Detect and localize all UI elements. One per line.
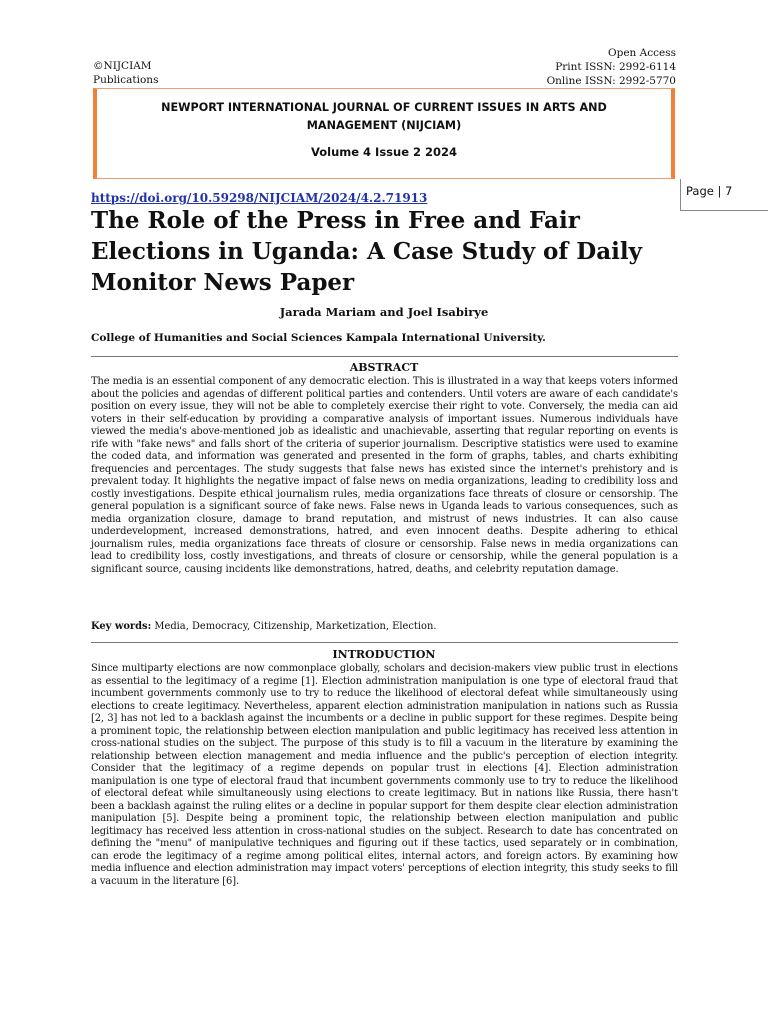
issn-block xyxy=(547,46,676,88)
doi-link[interactable]: https://doi.org/10.59298/NIJCIAM/2024/4.2.71913 xyxy=(91,191,428,205)
journal-volume: Volume 4 Issue 2 2024 xyxy=(310,145,458,159)
publisher-name: ©NIJCIAM xyxy=(93,60,152,72)
article-authors: Jarada Mariam and Joel Isabirye xyxy=(279,305,489,319)
author-affiliation: College of Humanities and Social Sciences Kampala International University. xyxy=(91,332,546,344)
page-number: Page | 7 xyxy=(686,184,733,198)
journal-name: NEWPORT INTERNATIONAL JOURNAL OF CURRENT ISSUES IN ARTS AND MANAGEMENT (NIJCIAM) xyxy=(161,101,607,132)
journal-banner xyxy=(93,88,675,179)
abstract-heading: ABSTRACT xyxy=(349,361,419,374)
abstract-text: The media is an essential component of any democratic election. This is illustrated in a way that keeps voters informed about the policies and agendas of different political parties and contenders. Until voters are aware of each candidate's position on every issue, they will not be able to completely exercise their right to vote. Conversely, the media can aid voters in their self-education by providing a comparative analysis of important issues. Numerous individuals have viewed the media's above-mentioned job as idealistic and unachievable, asserting that regular reporting on events is rife with "fake news" and falls short of the criteria of superior journalism. Descriptive statistics were used to examine the coded data, and information was generated and presented in the form of graphs, tables, and charts exhibiting frequencies and percentages. The study suggests that false news has existed since the internet's prehistory and is prevalent today. It highlights the negative impact of false news on media organizations, leading to credibility loss and costly investigations. Despite ethical journalism rules, media organizations face threats of closure or censorship. The general population is a significant source of fake news. False news in Uganda leads to various consequences, such as media organization closure, damage to brand reputation, and mistrust of news industries. It can also cause underdevelopment, increased demonstrations, hatred, and even innocent deaths. Despite adhering to ethical journalism rules, media organizations face threats of closure or censorship. False news in media organizations can lead to credibility loss, costly investigations, and threats of closure or censorship, while the general population is a significant source, causing incidents like demonstrations, hatred, deaths, and celebrity reputation damage. xyxy=(91,376,678,575)
keywords-label: Key words: xyxy=(91,621,152,632)
abstract-top-rule xyxy=(91,356,678,357)
open-access-label: Open Access xyxy=(608,47,676,59)
keywords-list: Media, Democracy, Citizenship, Marketization, Election. xyxy=(151,621,437,632)
introduction-top-rule xyxy=(91,642,678,643)
introduction-heading: INTRODUCTION xyxy=(332,648,436,661)
publisher-subtitle: Publications xyxy=(93,74,159,86)
article-title: The Role of the Press in Free and Fair Elections in Uganda: A Case Study of Daily Monitor News Paper xyxy=(91,207,642,296)
print-issn: Print ISSN: 2992-6114 xyxy=(555,61,676,73)
introduction-text: Since multiparty elections are now commonplace globally, scholars and decision-makers view public trust in elections as essential to the legitimacy of a regime [1]. Election administration manipulation is one type of electoral fraud that incumbent governments commonly use to try to reduce the likelihood of electoral defeat while simultaneously using elections to create legitimacy. Nevertheless, apparent election administration manipulation in nations such as Russia [2, 3] has not led to a backlash against the incumbents or a decline in public support for these regimes. Despite being a prominent topic, the relationship between election manipulation and public legitimacy has received less attention in cross-national studies on the subject. The purpose of this study is to fill a vacuum in the literature by examining the relationship between election management and media influence and the public's perception of election integrity. Consider that the legitimacy of a regime depends on popular trust in elections [4]. Election administration manipulation is one type of electoral fraud that incumbent governments commonly use to try to reduce the likelihood of electoral defeat while simultaneously using elections to create legitimacy. But in nations like Russia, there hasn't been a backlash against the ruling elites or a decline in popular support for them despite clear election administration manipulation [5]. Despite being a prominent topic, the relationship between election manipulation and public legitimacy has received less attention in cross-national studies on the subject. Research to date has concentrated on defining the "menu" of manipulative techniques and figuring out if these tactics, used separately or in combination, can erode the legitimacy of a regime among political elites, internal actors, and foreign actors. By examining how media influence and election administration may impact voters' perceptions of election integrity, this study seeks to fill a vacuum in the literature [6]. xyxy=(91,663,678,887)
keywords-line xyxy=(91,621,436,632)
online-issn: Online ISSN: 2992-5770 xyxy=(546,75,676,87)
publisher-block xyxy=(93,59,158,87)
